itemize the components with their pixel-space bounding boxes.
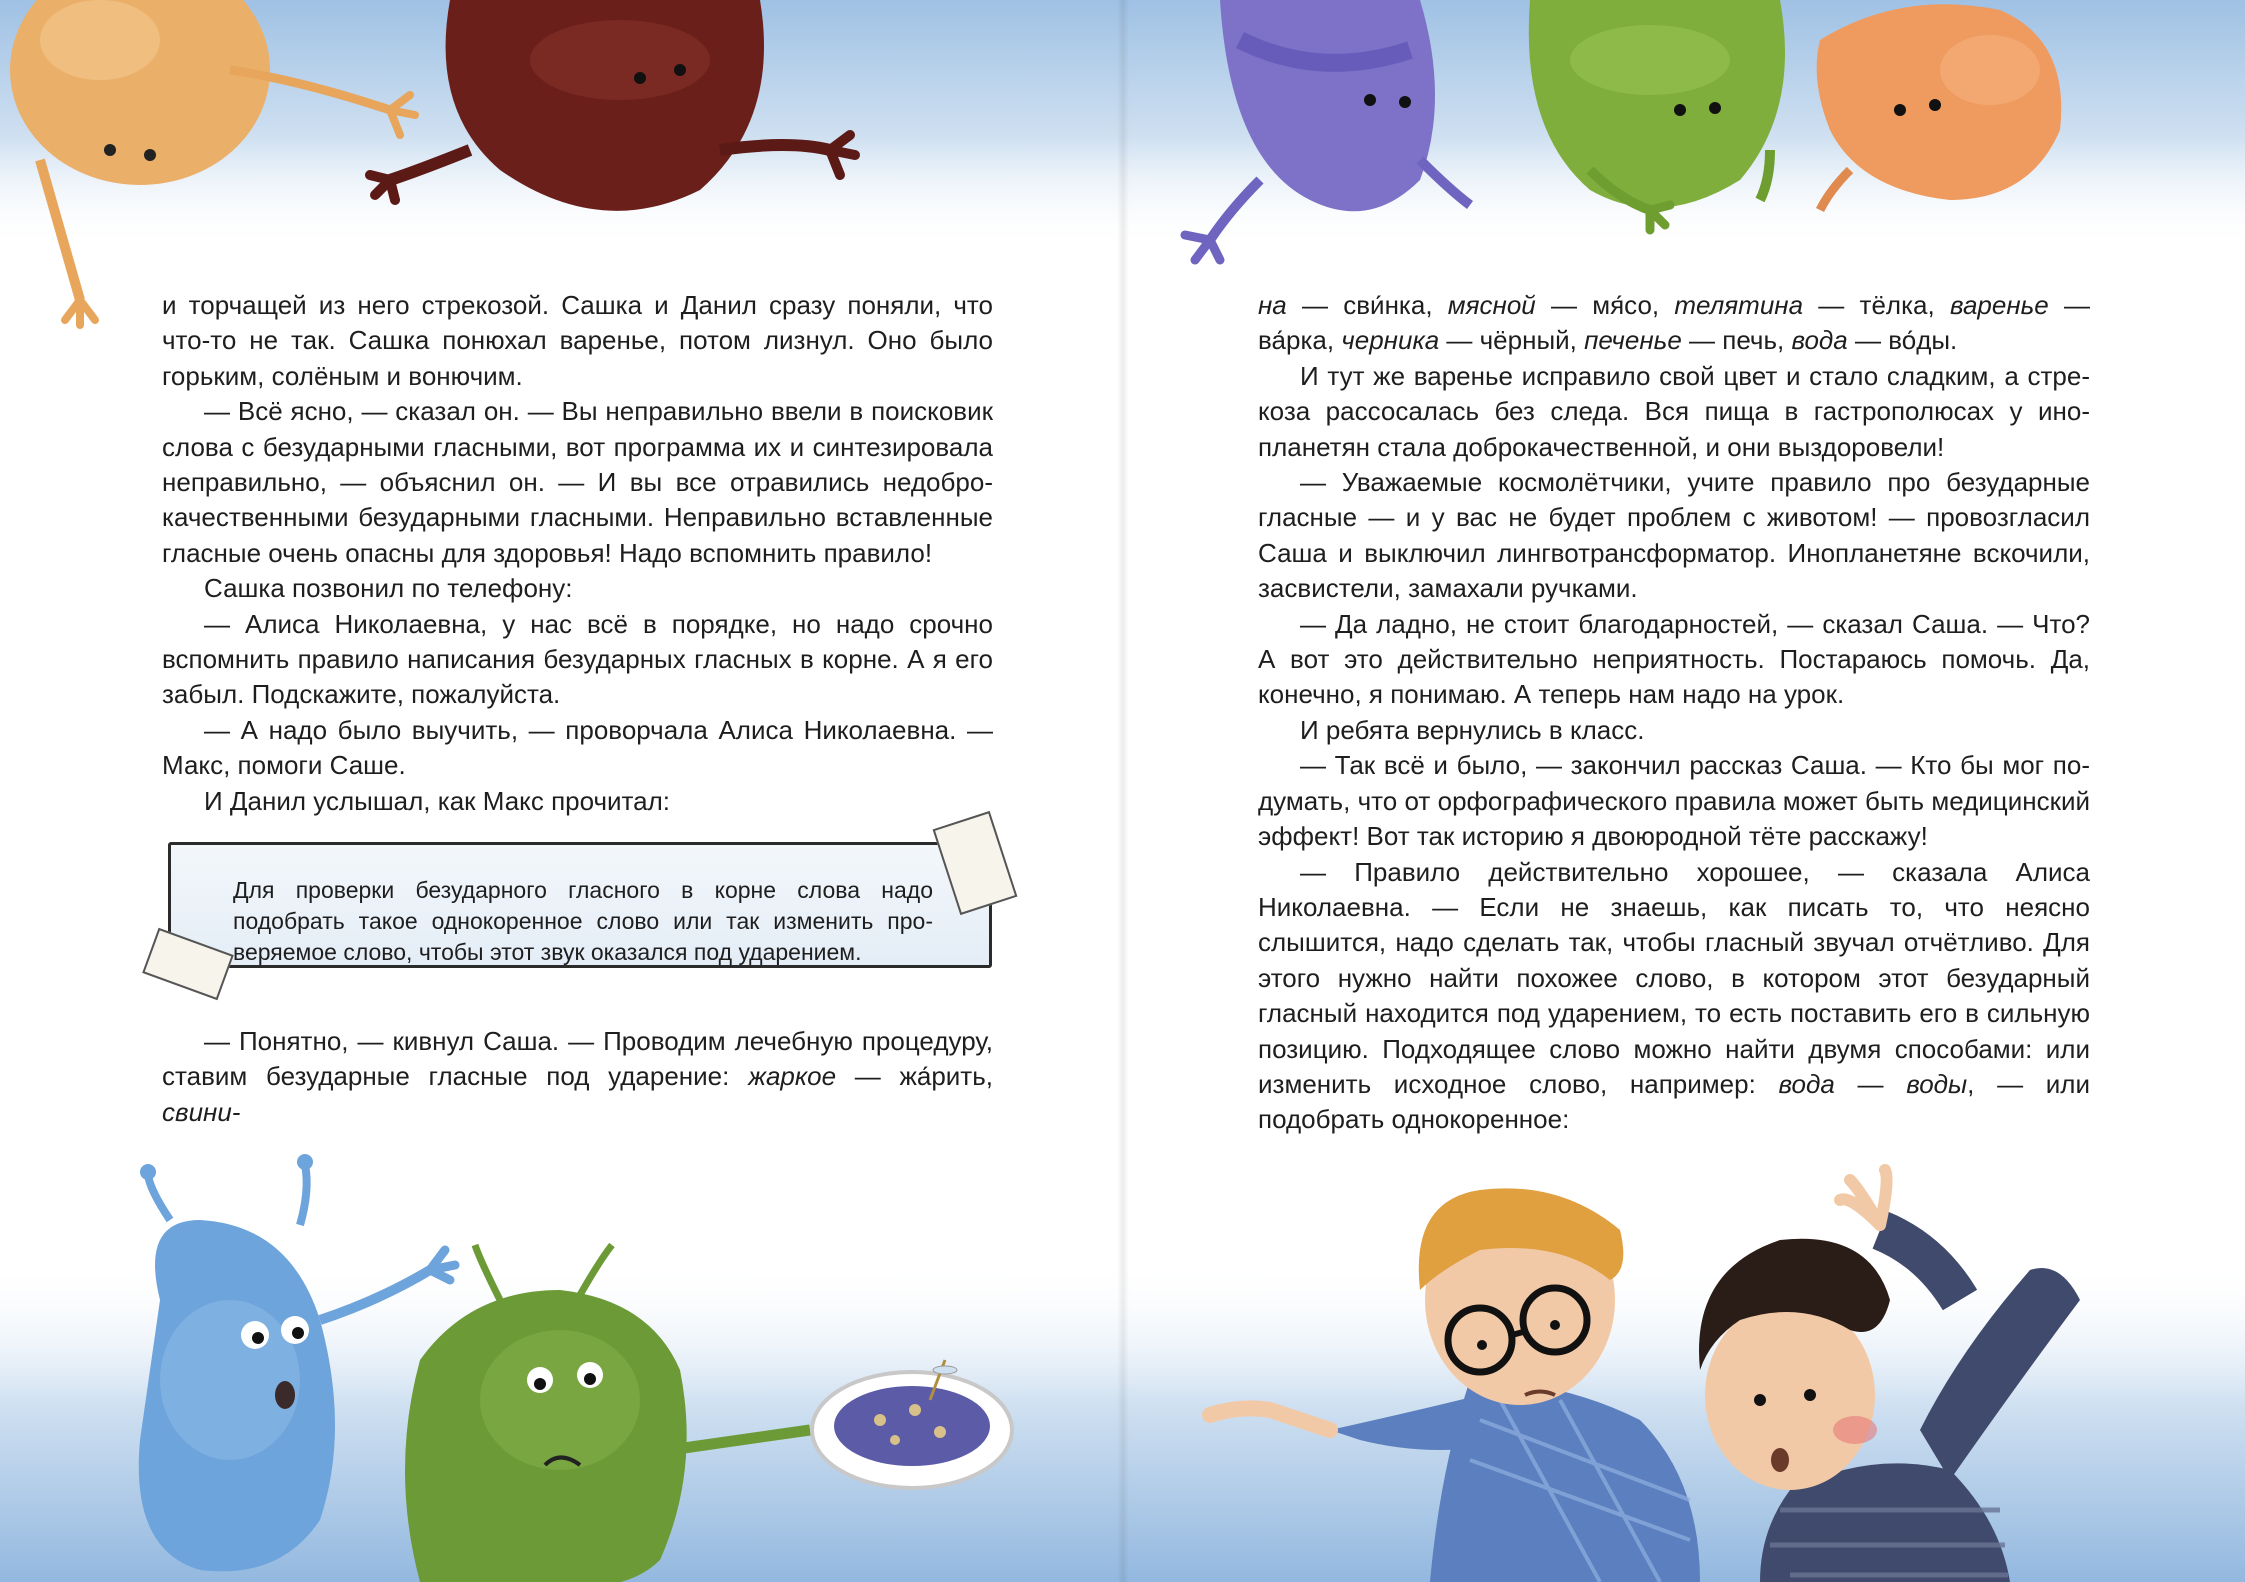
paragraph (162, 1024, 993, 1130)
paragraph (1258, 288, 2090, 359)
text-run: И тут же варенье исправило свой цвет и стало сладким, а стрекоза рассосалась без следа. Вся пища в гастрополюсах у инопланетян стала доброкачественной, и они выздоровели! (1258, 360, 2090, 462)
text-run: — мя́со, (1535, 290, 1675, 320)
paragraph (162, 571, 993, 606)
text-run: — Правило действительно хорошее, — сказала Алиса Николаевна. — Если не знаешь, как писать то, что неясно слышится, надо сделать так, чтобы гласный звучал отчётливо. Для этого нужно найти похожее слово, в котором этот безударный гласный находится под ударением, то есть поставить его в сильную позицию. Подходящее слово можно найти двумя способами: или изменить исходное слово, например: (1258, 856, 2090, 1099)
text-run: — во́ды. (1847, 325, 1958, 356)
page-gutter (1117, 0, 1129, 1582)
paragraph (162, 607, 993, 713)
text-run: — жа́рить, (836, 1061, 993, 1092)
text-run: — А надо было выучить, — проворчала Алиса Николаевна. — Макс, помоги Саше. (162, 714, 993, 781)
text-run: и торчащей из него стрекозой. Сашка и Данил сразу поняли, что что-то не так. Сашка понюхал варенье, потом лизнул. Оно было горьким, солёным и вонючим. (162, 290, 993, 391)
rule-box (168, 842, 992, 968)
text-run: — сви́нка, (1286, 290, 1448, 320)
paragraph (162, 784, 993, 819)
italic-word: вода (1778, 1068, 1835, 1099)
text-run: , — или подобрать однокоренное: (1258, 1068, 2091, 1135)
text-run: — чёрный, (1439, 325, 1585, 356)
left-page-text (162, 288, 993, 819)
italic-word: мясной (1447, 290, 1536, 320)
paragraph (162, 713, 993, 784)
italic-word: жаркое (748, 1061, 837, 1092)
rule-box-text: Для проверки безударного гласного в корне слова надо подобрать такое однокоренное слово или так изменить проверяемое слово, чтобы этот звук оказался под ударением. (233, 877, 933, 965)
text-run: — Да ладно, не стоит благодарностей, — сказал Саша. — Что? А вот это действительно неприятность. Постараюсь помочь. Да, конечно, я понимаю. А теперь нам надо на урок. (1258, 608, 2090, 710)
text-run: — тёлка, (1803, 290, 1950, 320)
text-run: — (1834, 1068, 1907, 1099)
paragraph (1258, 607, 2090, 713)
paragraph (1258, 713, 2090, 748)
paragraph (1258, 359, 2090, 465)
text-run: — ва́рка, (1258, 290, 2090, 356)
left-page-text-bottom (162, 1024, 993, 1130)
italic-word: воды (1906, 1068, 1968, 1099)
italic-word: на (1258, 290, 1287, 320)
paragraph (162, 394, 993, 571)
text-run: Сашка позвонил по телефону: (204, 573, 573, 604)
text-run: И Данил услышал, как Макс прочитал: (204, 785, 671, 816)
italic-word: черника (1341, 325, 1440, 356)
right-page-text (1258, 288, 2090, 1138)
italic-word: телятина (1674, 290, 1804, 320)
paragraph (1258, 748, 2090, 854)
text-run: — Уважаемые космолётчики, учите правило про безударные гласные — и у вас не будет проблем с животом! — провозгласил Саша и выключил лингвотрансформатор. Инопланетяне вскочили, засвистели, замахали ручками. (1258, 467, 2090, 604)
text-run: — Понятно, — кивнул Саша. — Проводим лечебную процедуру, ставим безударные гласные под ударение: (162, 1026, 993, 1092)
italic-word: печенье (1584, 325, 1682, 356)
paragraph (1258, 465, 2090, 607)
text-run: — печь, (1681, 325, 1792, 356)
text-run: — Всё ясно, — сказал он. — Вы неправильно ввели в поисковик слова с безударными гласными, вот программа их и синтезировала неправильно, — объяснил он. — И вы все отравились недоброкачественными безударными гласными. Неправильно вставленные гласные очень опасны для здоровья! Надо вспомнить правило! (162, 396, 993, 568)
text-run: — Алиса Николаевна, у нас всё в порядке, но надо срочно вспомнить правило написания безударных гласных в корне. А я его забыл. Подскажите, пожалуйста. (162, 608, 993, 710)
text-run: — Так всё и было, — закончил рассказ Саша. — Кто бы мог подумать, что от орфографического правила может быть медицинский эффект! Вот так историю я двоюродной тёте расскажу! (1258, 750, 2090, 852)
italic-word: варенье (1949, 290, 2049, 320)
text-run: И ребята вернулись в класс. (1300, 714, 1645, 745)
italic-word: вода (1791, 325, 1848, 356)
paragraph (1258, 855, 2090, 1138)
paragraph (162, 288, 993, 394)
italic-word: свини- (162, 1096, 241, 1127)
